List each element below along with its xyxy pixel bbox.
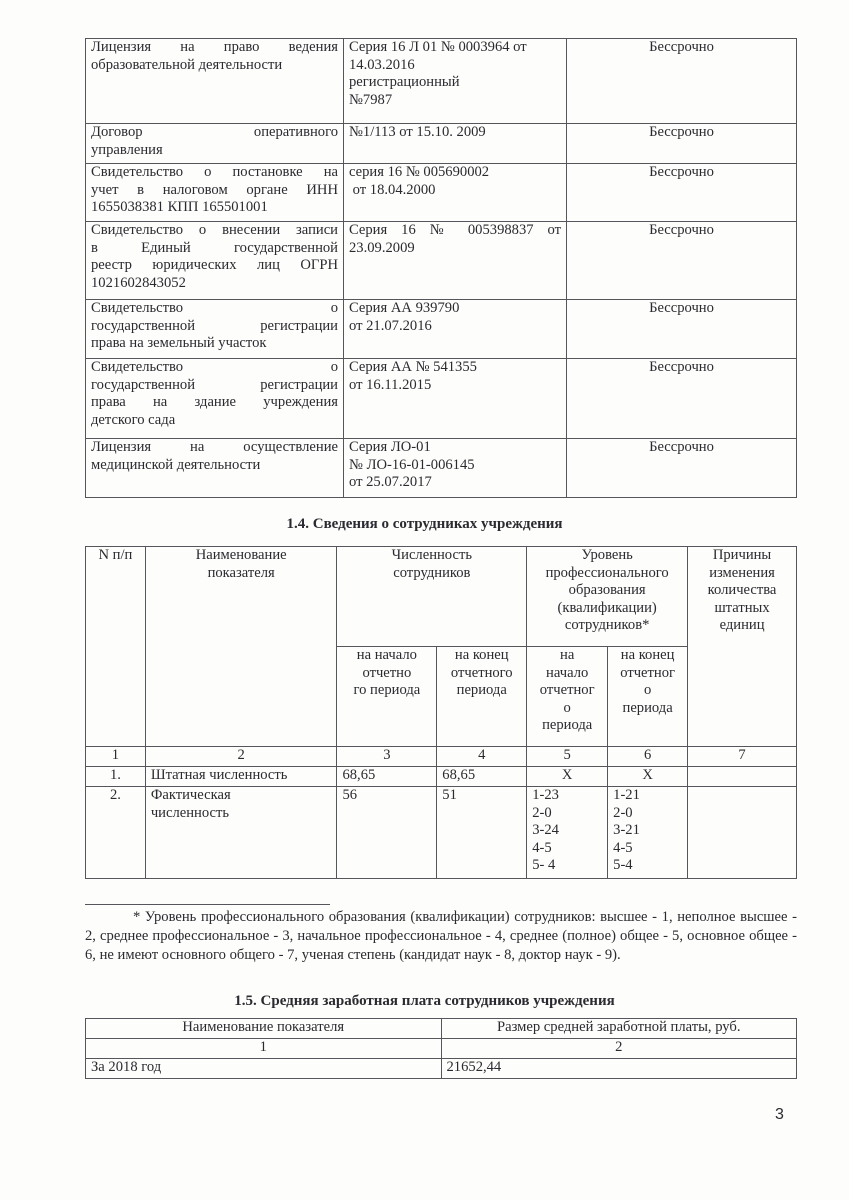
- change-reasons: [688, 787, 797, 879]
- count-end: 51: [437, 787, 527, 879]
- document-name: [86, 359, 344, 439]
- text-line: 1655038381 КПП 165501001: [91, 199, 268, 215]
- text-line: 1-21: [613, 787, 640, 803]
- document-details: [344, 39, 567, 124]
- text-line: отчетно: [362, 664, 412, 681]
- footnote: * Уровень профессионального образования (квалификации) сотрудников: высшее - 1, неполное высшее - 2, среднее профессиональное - 3, начальное профессиональное - 4, среднее (полное) общее - 5, основное общее - 6, не имеют основного общего - 7, ученая степень (кандидат наук - 8, доктор наук - 9).: [85, 909, 797, 964]
- indicator-name: [145, 787, 337, 879]
- header-count-end: [437, 647, 527, 747]
- period-label: За 2018 год: [86, 1059, 442, 1079]
- text-line: на конец: [620, 647, 675, 663]
- document-details: [344, 222, 567, 300]
- change-reasons: [688, 767, 797, 787]
- text-line: права на здание учреждения: [91, 394, 338, 410]
- document-name: [86, 222, 344, 300]
- text-line: штатных: [714, 599, 770, 616]
- column-number: 3: [337, 747, 437, 767]
- footnote-divider: [85, 904, 330, 905]
- text-line: Свидетельство о: [91, 359, 338, 375]
- text-line: 5-4: [613, 857, 633, 873]
- text-line: показателя: [207, 564, 275, 581]
- staff-table: [85, 546, 797, 879]
- document-details: [344, 359, 567, 439]
- text-line: 3-21: [613, 822, 640, 838]
- text-line: 23.09.2009: [349, 239, 415, 256]
- text-line: 4-5: [532, 839, 552, 856]
- column-numbers-row: [86, 747, 797, 767]
- row-number: 2.: [86, 787, 146, 879]
- document-details: [344, 164, 567, 222]
- text-line: изменения: [709, 564, 775, 581]
- column-numbers-row: [86, 1039, 797, 1059]
- level-start: X: [527, 767, 608, 787]
- table-row: [86, 439, 797, 498]
- header-education-level: [527, 547, 688, 647]
- table-row: [86, 164, 797, 222]
- text-line: 4-5: [613, 839, 633, 856]
- text-line: отчетног: [620, 664, 675, 681]
- text-line: Наименование: [195, 547, 287, 563]
- documents-table: [85, 38, 797, 498]
- text-line: количества: [707, 582, 777, 598]
- table-row: [86, 222, 797, 300]
- text-line: Численность: [391, 547, 472, 563]
- level-end: [608, 787, 688, 879]
- table-row: [86, 359, 797, 439]
- header-level-start: [527, 647, 608, 747]
- header-num: N п/п: [86, 547, 146, 747]
- text-line: от 25.07.2017: [349, 474, 432, 490]
- document-validity: Бессрочно: [567, 39, 797, 124]
- text-line: 2-0: [613, 804, 633, 821]
- level-end: X: [608, 767, 688, 787]
- header-staff-count: [337, 547, 527, 647]
- page-number: 3: [775, 1106, 784, 1123]
- count-start: 56: [337, 787, 437, 879]
- text-line: от 21.07.2016: [349, 317, 432, 334]
- column-number: 2: [145, 747, 337, 767]
- text-line: 2-0: [532, 804, 552, 821]
- text-line: управления: [91, 141, 163, 158]
- header-indicator-name: Наименование показателя: [86, 1019, 442, 1039]
- text-line: о: [643, 682, 652, 698]
- text-line: периода: [542, 717, 593, 733]
- section-title-staff: 1.4. Сведения о сотрудниках учреждения: [286, 516, 563, 532]
- text-line: Свидетельство о внесении записи: [91, 222, 338, 238]
- header-indicator-name: [145, 547, 337, 747]
- text-line: 14.03.2016: [349, 56, 415, 73]
- text-line: № ЛО-16-01-006145: [349, 456, 475, 473]
- text-line: го периода: [353, 682, 421, 698]
- text-line: учет в налоговом органе ИНН: [91, 181, 338, 198]
- text-line: №1/113 от 15.10. 2009: [349, 124, 486, 140]
- text-line: Серия ЛО-01: [349, 439, 431, 455]
- table-row: [86, 39, 797, 124]
- text-line: регистрационный: [349, 74, 460, 90]
- document-details: [344, 439, 567, 498]
- document-details: [344, 124, 567, 164]
- document-validity: Бессрочно: [567, 164, 797, 222]
- text-line: 1-23: [532, 787, 559, 803]
- text-line: периода: [622, 699, 673, 716]
- text-line: сотрудников: [393, 564, 471, 581]
- text-line: 5- 4: [532, 857, 556, 873]
- text-line: государственной регистрации: [91, 376, 338, 393]
- text-line: отчетного: [450, 664, 513, 681]
- average-salary-value: 21652,44: [441, 1059, 797, 1079]
- document-name: [86, 300, 344, 359]
- text-line: 3-24: [532, 822, 559, 838]
- text-line: начало: [546, 664, 589, 681]
- text-line: на начало: [356, 647, 417, 663]
- column-number: 6: [608, 747, 688, 767]
- indicator-name: Штатная численность: [145, 767, 337, 787]
- document-name: [86, 439, 344, 498]
- text-line: профессионального: [545, 564, 669, 581]
- text-line: Договор оперативного: [91, 124, 338, 140]
- text-line: 1021602843052: [91, 274, 186, 291]
- text-line: образовательной деятельности: [91, 56, 283, 73]
- table-row: [86, 300, 797, 359]
- column-number: 7: [688, 747, 797, 767]
- text-line: численность: [150, 804, 230, 821]
- text-line: права на земельный участок: [91, 335, 267, 351]
- text-line: (квалификации): [557, 599, 657, 616]
- text-line: Уровень: [581, 547, 633, 563]
- text-line: образования: [568, 582, 646, 598]
- text-line: детского сада: [91, 411, 176, 428]
- document-validity: Бессрочно: [567, 359, 797, 439]
- row-number: 1.: [86, 767, 146, 787]
- column-number: 1: [86, 747, 146, 767]
- text-line: на: [560, 647, 575, 663]
- section-title-salary: 1.5. Средняя заработная плата сотрудников учреждения: [234, 993, 615, 1009]
- document-validity: Бессрочно: [567, 300, 797, 359]
- text-line: Свидетельство о постановке на: [91, 164, 338, 180]
- document-validity: Бессрочно: [567, 124, 797, 164]
- column-number: 1: [86, 1039, 442, 1059]
- salary-table: [85, 1018, 797, 1079]
- count-start: 68,65: [337, 767, 437, 787]
- text-line: на конец: [454, 647, 509, 663]
- text-line: Серия АА № 541355: [349, 359, 477, 375]
- header-row: [86, 1019, 797, 1039]
- document-validity: Бессрочно: [567, 439, 797, 498]
- text-line: государственной регистрации: [91, 317, 338, 334]
- text-line: Фактическая: [150, 787, 231, 803]
- table-row: [86, 1059, 797, 1079]
- text-line: от 16.11.2015: [349, 376, 432, 393]
- text-line: Серия 16 № 005398837 от: [349, 222, 561, 238]
- text-line: Причины: [712, 547, 772, 563]
- text-line: единиц: [719, 617, 765, 633]
- header-level-end: [608, 647, 688, 747]
- table-row: [86, 124, 797, 164]
- column-number: 5: [527, 747, 608, 767]
- text-line: отчетног: [539, 682, 595, 698]
- text-line: от 18.04.2000: [349, 181, 436, 198]
- document-name: [86, 39, 344, 124]
- text-line: сотрудников*: [564, 617, 650, 633]
- text-line: Серия АА 939790: [349, 300, 460, 316]
- document-details: [344, 300, 567, 359]
- header-count-start: [337, 647, 437, 747]
- text-line: о: [563, 699, 571, 716]
- text-line: в Единый государственной: [91, 239, 338, 256]
- header-change-reasons: [688, 547, 797, 747]
- text-line: Лицензия на право ведения: [91, 39, 338, 55]
- document-validity: Бессрочно: [567, 222, 797, 300]
- document-name: [86, 164, 344, 222]
- text-line: медицинской деятельности: [91, 456, 261, 473]
- table-row: [86, 767, 797, 787]
- document-name: [86, 124, 344, 164]
- text-line: периода: [456, 682, 507, 698]
- level-start: [527, 787, 608, 879]
- text-line: Лицензия на осуществление: [91, 439, 338, 455]
- text-line: серия 16 № 005690002: [349, 164, 490, 180]
- text-line: реестр юридических лиц ОГРН: [91, 257, 338, 273]
- header-row: [86, 547, 797, 647]
- count-end: 68,65: [437, 767, 527, 787]
- text-line: №7987: [349, 91, 393, 108]
- column-number: 2: [441, 1039, 797, 1059]
- text-line: Серия 16 Л 01 № 0003964 от: [349, 39, 527, 55]
- text-line: Свидетельство о: [91, 300, 338, 316]
- header-average-salary: Размер средней заработной платы, руб.: [441, 1019, 797, 1039]
- column-number: 4: [437, 747, 527, 767]
- table-row: [86, 787, 797, 879]
